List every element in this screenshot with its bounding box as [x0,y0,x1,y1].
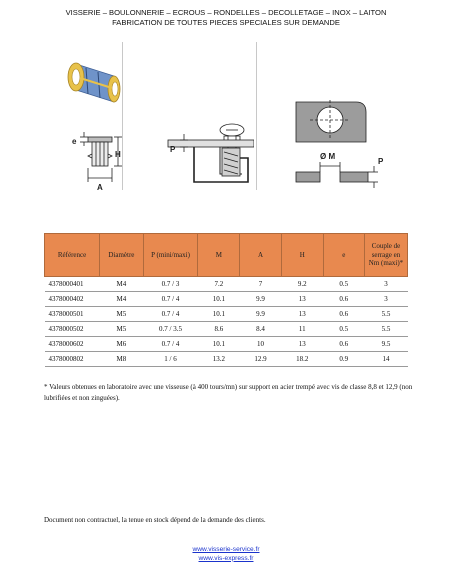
cell-m: 10.1 [198,337,240,352]
col-header-p [143,234,198,277]
cell-h: 18.2 [281,352,323,367]
cell-a: 8.4 [240,322,282,337]
dim-label-e: e [72,137,77,146]
cell-m: 7.2 [198,277,240,292]
col-header-m: M [198,234,240,277]
table-row [45,307,408,322]
dim-label-h: H [115,150,121,159]
cell-e: 0.9 [323,352,364,367]
table-header-row [45,234,408,277]
cell-a: 9.9 [240,292,282,307]
cell-p: 1 / 6 [143,352,198,367]
cell-a: 10 [240,337,282,352]
cell-reference: 4378000501 [45,307,100,322]
cell-e: 0.6 [323,292,364,307]
col-header-p-label: P (mini/maxi) [151,250,190,259]
cell-h: 13 [281,337,323,352]
col-header-h: H [281,234,323,277]
cell-h: 13 [281,307,323,322]
cell-p: 0.7 / 3 [143,277,198,292]
cell-e: 0.6 [323,307,364,322]
link-visserie-service[interactable]: www.visserie-service.fr [192,546,260,553]
cell-p: 0.7 / 4 [143,337,198,352]
cell-reference: 4378000502 [45,322,100,337]
cell-a: 9.9 [240,307,282,322]
cell-torque: 5.5 [364,322,407,337]
cell-h: 11 [281,322,323,337]
specification-table [44,233,408,367]
cell-diameter: M6 [100,337,143,352]
cell-h: 9.2 [281,277,323,292]
cell-reference: 4378000802 [45,352,100,367]
figures-area [14,42,438,202]
figure-divider [256,42,257,190]
table-row [45,322,408,337]
cell-diameter: M4 [100,292,143,307]
dim-label-m: Ø M [320,152,336,161]
cell-torque: 3 [364,292,407,307]
header-line-1: VISSERIE – BOULONNERIE – ECROUS – RONDELLES – DECOLLETAGE – INOX – LAITON [65,8,387,17]
cell-torque: 3 [364,277,407,292]
cell-a: 12.9 [240,352,282,367]
footer-links [0,546,452,563]
cell-m: 13.2 [198,352,240,367]
dim-label-p-right: P [378,157,384,166]
cell-diameter: M8 [100,352,143,367]
assembly-drawing [168,124,254,182]
table-row [45,292,408,307]
cell-m: 10.1 [198,292,240,307]
cell-m: 8.6 [198,322,240,337]
cell-p: 0.7 / 4 [143,292,198,307]
cell-e: 0.5 [323,322,364,337]
page-header [0,8,452,28]
cell-p: 0.7 / 3.5 [143,322,198,337]
cell-reference: 4378000602 [45,337,100,352]
plate-figure [266,42,438,197]
table-row [45,277,408,292]
cell-diameter: M4 [100,277,143,292]
footnote: * Valeurs obtenues en laboratoire avec une visseuse (à 400 tours/mn) sur support en acier trempé avec vis de classe 8,8 et 12,9 (non lubrifiées et non zinguées). [44,383,413,402]
col-header-a: A [240,234,282,277]
cell-diameter: M5 [100,307,143,322]
link-vis-express[interactable]: www.vis-express.fr [198,554,254,562]
cell-torque: 14 [364,352,407,367]
header-line-2: FABRICATION DE TOUTES PIECES SPECIALES SUR DEMANDE [112,18,340,27]
cell-reference: 4378000401 [45,277,100,292]
cell-torque: 5.5 [364,307,407,322]
table-row [45,352,408,367]
cell-reference: 4378000402 [45,292,100,307]
col-header-e: e [323,234,364,277]
col-header-diameter: Diamètre [100,234,143,277]
cell-diameter: M5 [100,322,143,337]
dim-label-p: P [170,145,176,154]
insert-3d-illustration [68,63,120,102]
cell-p: 0.7 / 4 [143,307,198,322]
cell-e: 0.5 [323,277,364,292]
cell-h: 13 [281,292,323,307]
cell-e: 0.6 [323,337,364,352]
table-row [45,337,408,352]
plate-drawing [296,100,378,188]
assembly-figure [126,42,254,197]
cell-m: 10.1 [198,307,240,322]
cell-torque: 9.5 [364,337,407,352]
figure-divider [122,42,123,190]
dim-label-a: A [97,183,103,192]
cell-a: 7 [240,277,282,292]
disclaimer: Document non contractuel, la tenue en stock dépend de la demande des clients. [44,516,266,524]
insert-figure [14,42,122,197]
col-header-reference: Référence [45,234,100,277]
col-header-torque: Couple de serrage en Nm (maxi)* [364,234,407,277]
